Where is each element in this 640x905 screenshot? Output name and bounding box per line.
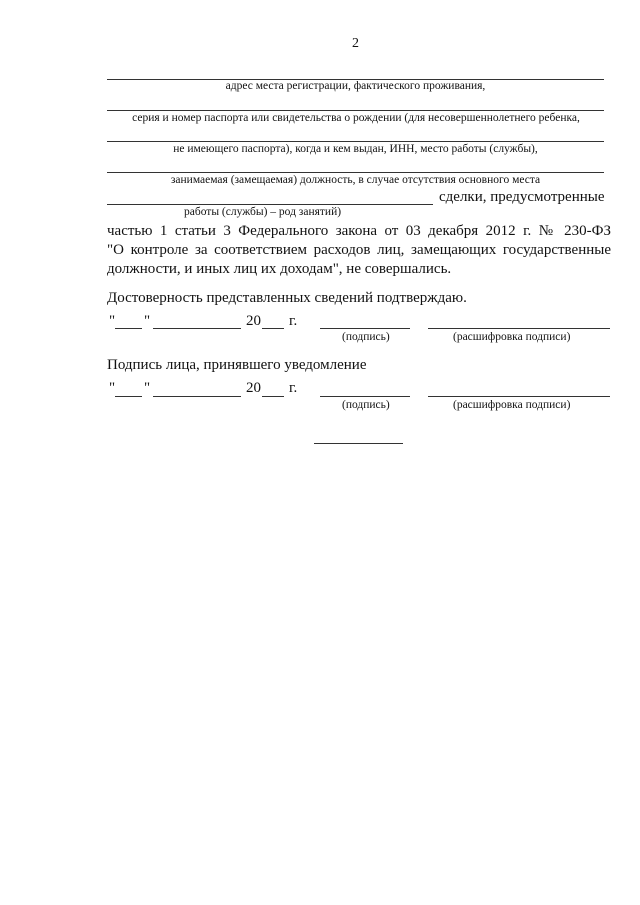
receiver-date-open-quote: " — [109, 380, 116, 396]
receiver-decode-field[interactable] — [428, 396, 610, 397]
confirm-decode-field[interactable] — [428, 328, 610, 329]
confirm-statement: Достоверность представленных сведений подтверждаю. — [107, 290, 467, 306]
receiver-year-suffix: г. — [289, 380, 298, 396]
fill-line-issued[interactable] — [107, 141, 604, 142]
confirm-year-field[interactable] — [262, 328, 284, 329]
deals-text: сделки, предусмотренные — [439, 189, 605, 205]
caption-issued: не имеющего паспорта), когда и кем выдан, ИНН, место работы (службы), — [173, 143, 538, 155]
confirm-signature-caption: (подпись) — [342, 331, 390, 343]
fill-line-passport[interactable] — [107, 110, 604, 111]
caption-address: адрес места регистрации, фактического проживания, — [225, 80, 486, 92]
caption-position: занимаемая (замещаемая) должность, в случае отсутствия основного места — [170, 174, 541, 186]
confirm-date-close-quote: " — [144, 313, 151, 329]
caption-occupation: работы (службы) – род занятий) — [184, 206, 342, 218]
receiver-statement: Подпись лица, принявшего уведомление — [107, 357, 367, 373]
receiver-signature-caption: (подпись) — [342, 399, 390, 411]
confirm-year-suffix: г. — [289, 313, 298, 329]
fill-line-occupation[interactable] — [107, 204, 433, 205]
paragraph-line-1: частью 1 статьи 3 Федерального закона от 03 декабря 2012 г. № 230-ФЗ — [107, 223, 611, 239]
confirm-month-field[interactable] — [153, 328, 241, 329]
fill-line-position[interactable] — [107, 172, 604, 173]
confirm-day-field[interactable] — [115, 328, 142, 329]
caption-passport: серия и номер паспорта или свидетельства о рождении (для несовершеннолетнего ребенка, — [132, 112, 580, 124]
receiver-year-field[interactable] — [262, 396, 284, 397]
paragraph-line-2: "О контроле за соответствием расходов лиц, замещающих государственные — [107, 242, 611, 258]
confirm-date-open-quote: " — [109, 313, 116, 329]
receiver-signature-field[interactable] — [320, 396, 410, 397]
confirm-decode-caption: (расшифровка подписи) — [453, 331, 571, 343]
receiver-decode-caption: (расшифровка подписи) — [453, 399, 571, 411]
receiver-month-field[interactable] — [153, 396, 241, 397]
closing-divider — [314, 443, 403, 444]
receiver-year-prefix: 20 — [246, 380, 261, 396]
confirm-signature-field[interactable] — [320, 328, 410, 329]
confirm-year-prefix: 20 — [246, 313, 261, 329]
paragraph-line-3: должности, и иных лиц их доходам", не совершались. — [107, 261, 452, 277]
page-number: 2 — [352, 36, 359, 51]
receiver-date-close-quote: " — [144, 380, 151, 396]
receiver-day-field[interactable] — [115, 396, 142, 397]
